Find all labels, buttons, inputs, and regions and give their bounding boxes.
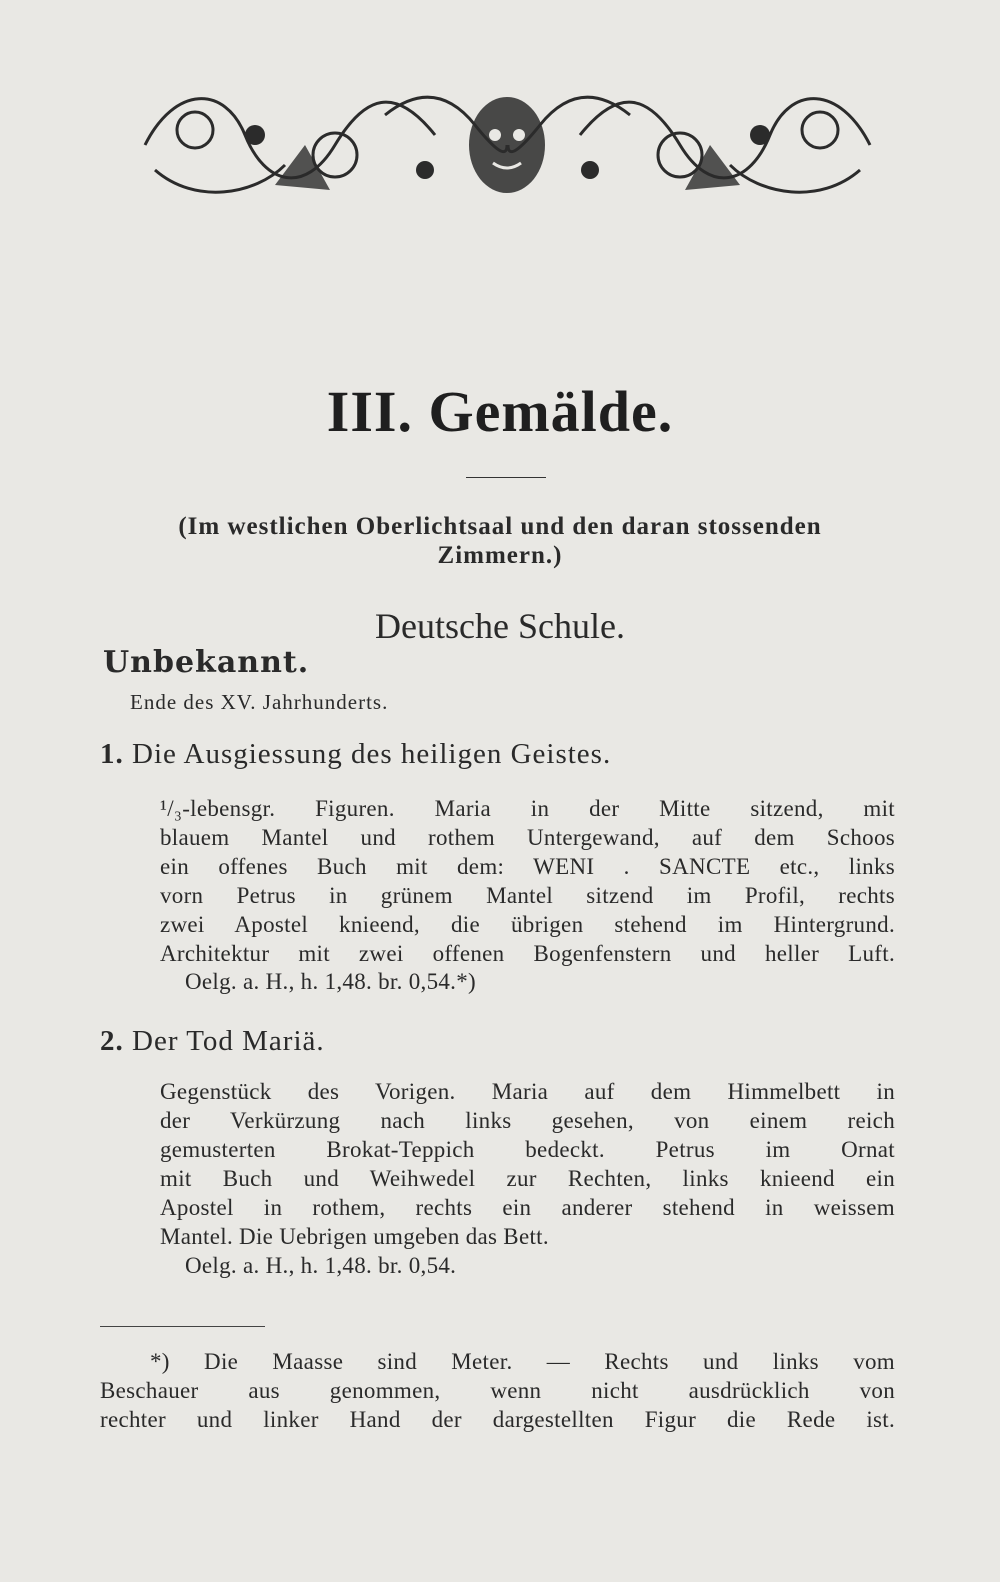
footnote-line: *) Die Maasse sind Meter. — Rechts und links vom: [150, 1349, 895, 1374]
section-title: III. Gemälde.: [326, 379, 674, 444]
description-line: Mantel. Die Uebrigen umgeben das Bett.: [160, 1224, 549, 1249]
location-note-line-2: Zimmern.): [437, 542, 563, 569]
entry-2-description: [160, 1077, 895, 1251]
entry-number: 1.: [100, 738, 124, 770]
school-heading: Deutsche Schule.: [375, 606, 625, 646]
description-line: der Verkürzung nach links gesehen, von einem reich: [160, 1108, 895, 1133]
description-line: mit Buch und Weihwedel zur Rechten, links knieend ein: [160, 1166, 895, 1191]
description-line: Gegenstück des Vorigen. Maria auf dem Himmelbett in: [160, 1079, 895, 1104]
entry-title: Die Ausgiessung des heiligen Geistes.: [132, 738, 612, 770]
footnote-divider: [100, 1326, 265, 1327]
description-line: vorn Petrus in grünem Mantel sitzend im Profil, rechts: [160, 883, 895, 908]
description-line: ein offenes Buch mit dem: WENI . SANCTE etc., links: [160, 854, 895, 879]
entry-2-heading: [100, 1025, 325, 1058]
footnote: [100, 1347, 895, 1434]
footnote-line: rechter und linker Hand der dargestellten Figur die Rede ist.: [100, 1407, 895, 1432]
description-line: ¹/₃-lebensgr. Figuren. Maria in der Mitte sitzend, mit: [160, 796, 895, 821]
description-line: gemusterten Brokat-Teppich bedeckt. Petrus im Ornat: [160, 1137, 895, 1162]
footnote-line: Beschauer aus genommen, wenn nicht ausdrücklich von: [100, 1378, 895, 1403]
entry-1-heading: [100, 738, 611, 771]
ornamental-headpiece-icon: [135, 75, 880, 215]
artist-period: Ende des XV. Jahrhunderts.: [130, 690, 389, 714]
description-line: Apostel in rothem, rechts ein anderer stehend in weissem: [160, 1195, 895, 1220]
description-line: Architektur mit zwei offenen Bogenfenstern und heller Luft.: [160, 941, 895, 966]
entry-1-description: [160, 794, 895, 968]
entry-1-measurements: Oelg. a. H., h. 1,48. br. 0,54.*): [185, 969, 476, 994]
location-note-line-1: (Im westlichen Oberlichtsaal und den daran stossenden: [178, 513, 822, 540]
description-line: zwei Apostel knieend, die übrigen stehend im Hintergrund.: [160, 912, 895, 937]
artist-name: Unbekannt.: [103, 645, 310, 680]
title-divider: [466, 477, 546, 478]
entry-title: Der Tod Mariä.: [132, 1025, 325, 1057]
entry-number: 2.: [100, 1025, 124, 1057]
description-line: blauem Mantel und rothem Untergewand, auf dem Schoos: [160, 825, 895, 850]
entry-2-measurements: Oelg. a. H., h. 1,48. br. 0,54.: [185, 1253, 457, 1278]
